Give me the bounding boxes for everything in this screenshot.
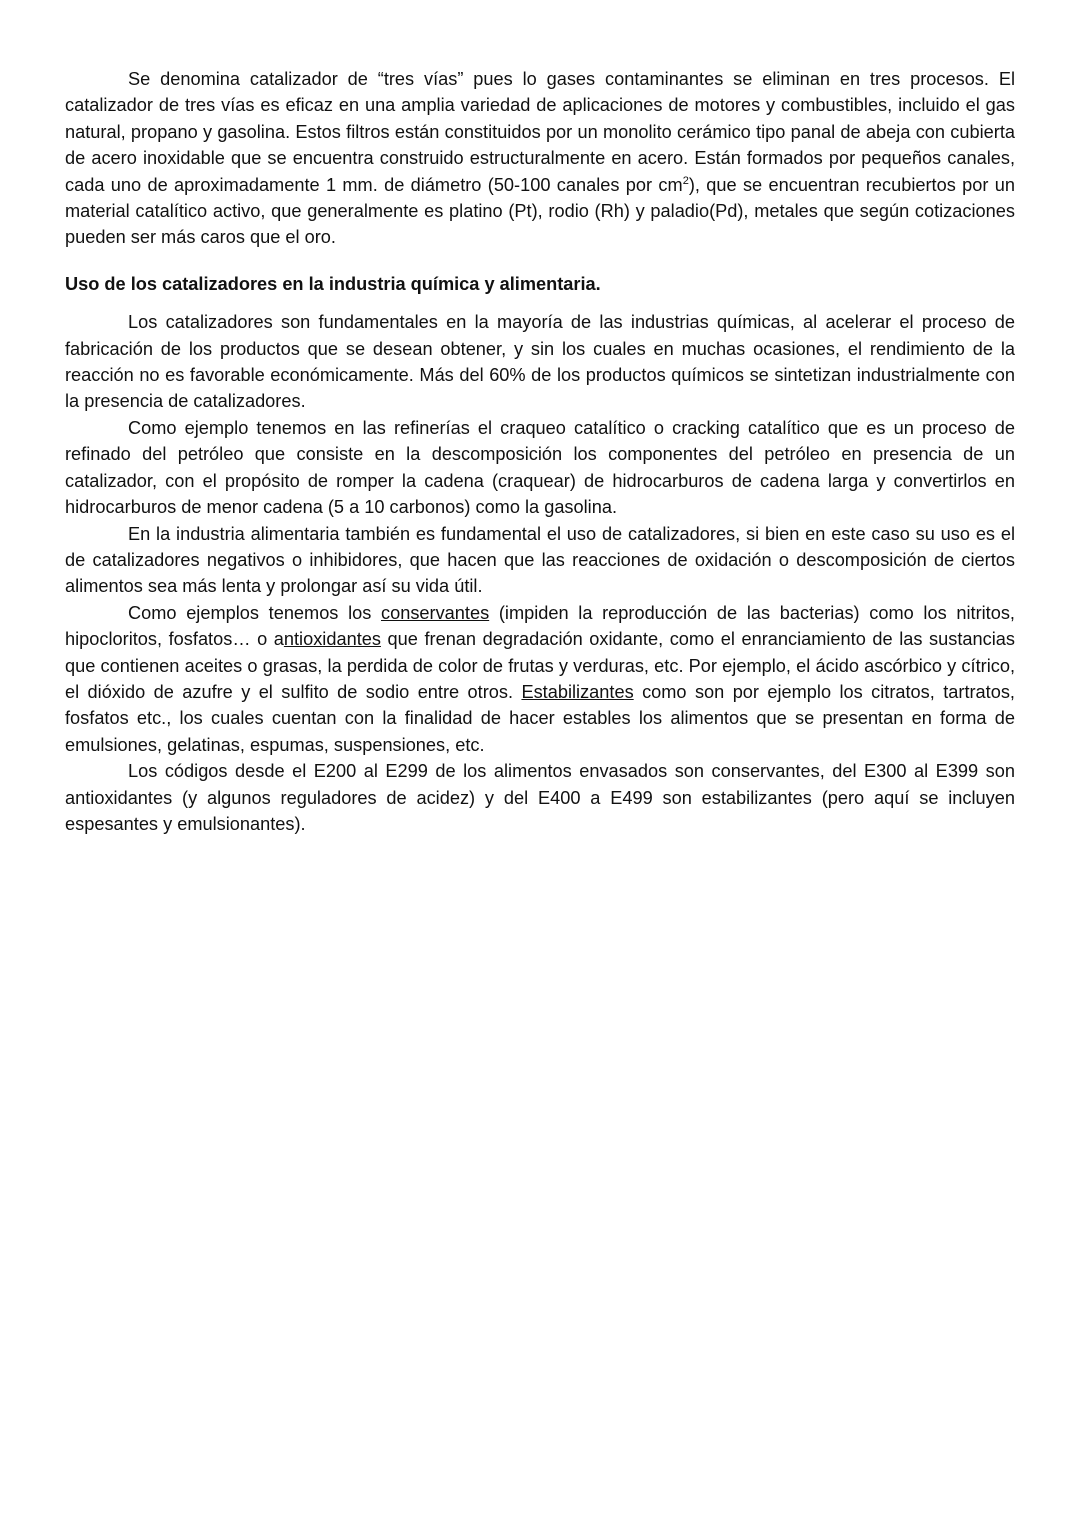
paragraph-codigos: Los códigos desde el E200 al E299 de los alimentos envasados son conservantes, del E300 al E399 son antioxidantes (y algunos reguladores de acidez) y del E400 a E499 son estabilizantes (pero aquí se incluyen espesantes y emulsionantes). <box>65 761 1015 834</box>
paragraph-tres-vias <box>65 66 1015 251</box>
paragraph-ejemplos <box>65 600 1015 758</box>
document-page <box>65 66 1015 837</box>
term-antioxidantes: ntioxidantes <box>283 629 381 650</box>
paragraph-tres-vias-text-end: ), que se encuentran recubiertos por un material catalítico activo, que generalmente es platino (Pt), rodio (Rh) y paladio(Pd), metales que según cotizaciones pueden ser más caros que el oro. <box>65 174 1015 248</box>
paragraph-industrias: Los catalizadores son fundamentales en la mayoría de las industrias químicas, al acelerar el proceso de fabricación de los productos que se desean obtener, y sin los cuales en muchas ocasiones, el rendimiento de la reacción no es favorable económicamente. Más del 60% de los productos químicos se sintetizan industrialmente con la presencia de catalizadores. <box>65 312 1015 412</box>
ejemplos-estabilizantes-text: como son por ejemplo los citratos, tartratos, fosfatos etc., los cuales cuentan con la finalidad de hacer estables los alimentos que se presentan en forma de emulsiones, gelatinas, espumas, suspensiones, etc. <box>65 681 1015 755</box>
paragraph-craqueo: Como ejemplo tenemos en las refinerías el craqueo catalítico o cracking catalítico que es un proceso de refinado del petróleo que consiste en la descomposición los componentes del petróleo en presencia de un catalizador, con el propósito de romper la cadena (craquear) de hidrocarburos de cadena larga y convertirlos en hidrocarburos de menor cadena (5 a 10 carbonos) como la gasolina. <box>65 417 1015 518</box>
term-estabilizantes: Estabilizantes <box>521 681 634 702</box>
ejemplos-intro: Como ejemplos tenemos los <box>128 602 381 623</box>
section-heading: Uso de los catalizadores en la industria química y alimentaria. <box>65 273 601 294</box>
term-conservantes: conservantes <box>381 602 490 623</box>
ejemplos-antioxidantes-text: que frenan degradación oxidante, como el enranciamiento de las sustancias que contienen aceites o grasas, la perdida de color de frutas y verduras, etc. Por ejemplo, el ácido ascórbico y cítrico, el dióxido de azufre y el sulfito de sodio entre otros. <box>65 629 1015 702</box>
paragraph-alimentaria: En la industria alimentaria también es fundamental el uso de catalizadores, si bien en este caso su uso es el de catalizadores negativos o inhibidores, que hacen que las reacciones de oxidación o descomposición de ciertos alimentos sea más lenta y prolongar así su vida útil. <box>65 523 1015 597</box>
paragraph-tres-vias-text: Se denomina catalizador de “tres vías” pues lo gases contaminantes se eliminan en tres procesos. El catalizador de tres vías es eficaz en una amplia variedad de aplicaciones de motores y combustibles, incluido el gas natural, propano y gasolina. Estos filtros están constituidos por un monolito cerámico tipo panal de abeja con cubierta de acero inoxidable que se encuentra construido estructuralmente en acero. Están formados por pequeños canales, cada uno de aproximadamente 1 mm. de diámetro (50-100 canales por cm <box>65 69 1015 195</box>
ejemplos-conservantes-text: (impiden la reproducción de las bacterias) como los nitritos, hipocloritos, fosfatos… o a <box>65 602 1015 650</box>
superscript-two: 2 <box>682 174 689 187</box>
